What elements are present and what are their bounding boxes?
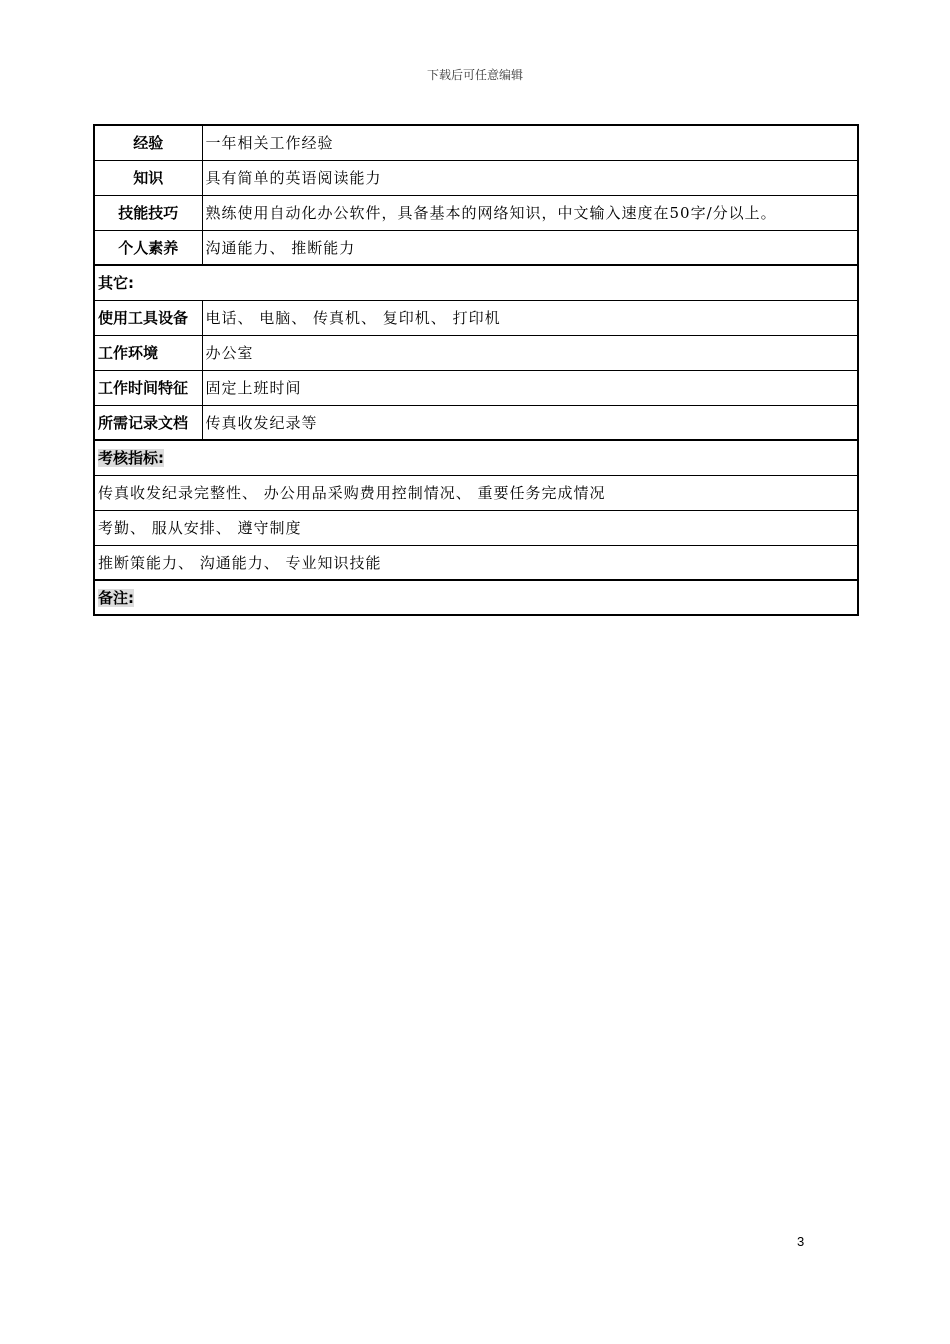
page-header: 下载后可任意编辑 bbox=[426, 68, 523, 82]
row-label-personal-quality: 个人素养 bbox=[94, 230, 202, 265]
row-label-knowledge: 知识 bbox=[94, 160, 202, 195]
assessment-item: 传真收发纪录完整性、 办公用品采购费用控制情况、 重要任务完成情况 bbox=[94, 475, 858, 510]
row-label-experience: 经验 bbox=[94, 125, 202, 160]
row-value-environment: 办公室 bbox=[202, 335, 858, 370]
row-label-work-time: 工作时间特征 bbox=[94, 370, 202, 405]
section-other bbox=[94, 265, 858, 300]
row-value-tools: 电话、 电脑、 传真机、 复印机、 打印机 bbox=[202, 300, 858, 335]
row-value-work-time: 固定上班时间 bbox=[202, 370, 858, 405]
page-number: 3 bbox=[797, 1234, 805, 1249]
table-row bbox=[94, 510, 858, 545]
table-row bbox=[94, 545, 858, 580]
row-label-skills: 技能技巧 bbox=[94, 195, 202, 230]
table-row bbox=[94, 195, 858, 230]
table-row bbox=[94, 475, 858, 510]
table-row bbox=[94, 405, 858, 440]
section-title-other: 其它: bbox=[94, 265, 858, 300]
assessment-item: 考勤、 服从安排、 遵守制度 bbox=[94, 510, 858, 545]
row-label-tools: 使用工具设备 bbox=[94, 300, 202, 335]
section-assessment bbox=[94, 440, 858, 475]
table-row bbox=[94, 125, 858, 160]
table-row bbox=[94, 335, 858, 370]
row-value-skills: 熟练使用自动化办公软件，具备基本的网络知识，中文输入速度在50字/分以上。 bbox=[202, 195, 858, 230]
table-row bbox=[94, 160, 858, 195]
job-description-table bbox=[93, 124, 859, 616]
table-row bbox=[94, 370, 858, 405]
row-value-experience: 一年相关工作经验 bbox=[202, 125, 858, 160]
assessment-item: 推断策能力、 沟通能力、 专业知识技能 bbox=[94, 545, 858, 580]
row-label-environment: 工作环境 bbox=[94, 335, 202, 370]
section-title-assessment: 考核指标: bbox=[98, 449, 164, 468]
table-row bbox=[94, 300, 858, 335]
section-remarks bbox=[94, 580, 858, 615]
row-value-documents: 传真收发纪录等 bbox=[202, 405, 858, 440]
table-row bbox=[94, 230, 858, 265]
row-label-documents: 所需记录文档 bbox=[94, 405, 202, 440]
row-value-knowledge: 具有简单的英语阅读能力 bbox=[202, 160, 858, 195]
row-value-personal-quality: 沟通能力、 推断能力 bbox=[202, 230, 858, 265]
section-title-remarks: 备注: bbox=[98, 589, 134, 607]
